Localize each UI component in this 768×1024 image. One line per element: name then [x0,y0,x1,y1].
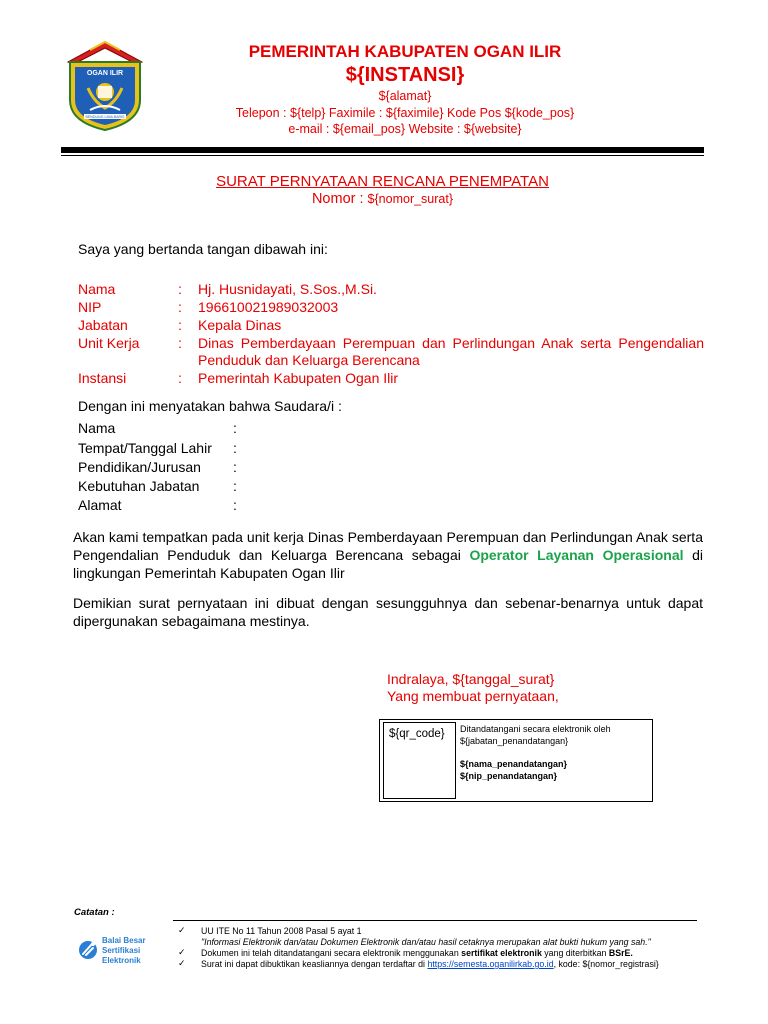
logo-text: OGAN ILIR [86,70,124,77]
logo-motto: BENDUNG LIMA BARIS [85,115,125,120]
signer-label: NIP [78,299,102,315]
bsre-line-1: Balai Besar [102,936,146,945]
footer-verification-text: Surat ini dapat dibuktikan keasliannya dengan terdaftar di [201,959,428,969]
contact-phone-line: Telepon : ${telp} Faximile : ${faximile} Kode Pos ${kode_pos} [235,106,575,120]
bsre-logo [78,934,178,968]
intro-text: Saya yang bertanda tangan dibawah ini: [78,241,328,257]
government-name: PEMERINTAH KABUPATEN OGAN ILIR [248,42,562,61]
qr-code-placeholder: ${qr_code} [389,728,445,740]
bsre-line-2: Sertifikasi [102,946,141,955]
statement-text: Dengan ini menyatakan bahwa Saudara/i : [78,398,342,414]
placement-paragraph [73,528,703,582]
signer-value: Hj. Husnidayati, S.Sos.,M.Si. [198,281,377,297]
footer-law-reference: UU ITE No 11 Tahun 2008 Pasal 5 ayat 1 [201,926,362,936]
signer-colon: : [178,281,182,297]
document-number-label: Nomor : [311,191,368,207]
footer-divider [173,920,697,921]
ogan-ilir-emblem-logo [60,40,150,132]
signer-caption: Yang membuat pernyataan, [387,688,559,704]
header-divider-thick [61,147,704,153]
document-number-value: ${nomor_surat} [367,192,454,206]
footer-verification-code: , kode: ${nomor_registrasi} [553,959,659,969]
contact-email-line: e-mail : ${email_pos} Website : ${website} [288,122,522,136]
signer-label: Instansi [78,370,127,386]
subject-label: Pendidikan/Jurusan [78,459,201,475]
document-title: SURAT PERNYATAAN RENCANA PENEMPATAN [216,173,549,190]
subject-label: Nama [78,420,116,436]
subject-label: Alamat [78,497,122,513]
signer-position: ${jabatan_penandatangan} [460,736,569,746]
signer-label: Jabatan [78,317,128,333]
header-divider-thin [61,155,704,156]
subject-colon: : [233,440,237,456]
placement-text-end: di lingkungan Pemerintah Kabupaten Ogan Ilir [73,547,703,581]
subject-colon: : [233,459,237,475]
footer-certificate-text: Dokumen ini telah ditandatangani secara elektronik menggunakan [201,948,462,958]
footer-verification-note [201,959,659,969]
subject-colon: : [233,478,237,494]
place-date: Indralaya, ${tanggal_surat} [387,671,555,687]
signer-colon: : [178,317,182,333]
closing-paragraph: Demikian surat pernyataan ini dibuat dengan sesungguhnya dan sebenar-benarnya untuk dapat dipergunakan sebagaimana mestinya. [73,595,703,629]
signer-value: 196610021989032003 [198,299,339,315]
subject-label: Kebutuhan Jabatan [78,478,200,494]
position-highlight: Operator Layanan Operasional [469,547,684,563]
check-icon: ✓ [178,958,186,968]
agency-name: ${INSTANSI} [345,64,465,86]
footer-certificate-bold: sertifikat elektronik [461,948,542,958]
signer-colon: : [178,299,182,315]
signer-value: Dinas Pemberdayaan Perempuan dan Perlindungan Anak serta Pengendalian Penduduk dan Keluarga Berencana [198,335,704,368]
signer-name: ${nama_penandatangan} [460,759,568,769]
subject-colon: : [233,497,237,513]
footer-certificate-note [201,948,633,958]
signed-by-text: Ditandatangani secara elektronik oleh [460,724,611,734]
signer-value: Pemerintah Kabupaten Ogan Ilir [198,370,399,386]
placement-text-start: Akan kami tempatkan pada unit kerja Dinas Pemberdayaan Perempuan dan Perlindungan Anak serta Pengendalian Penduduk dan Keluarga Berencana sebagai [73,529,703,563]
signer-label: Unit Kerja [78,335,140,351]
agency-address: ${alamat} [378,89,432,103]
signer-colon: : [178,335,182,351]
signer-nip: ${nip_penandatangan} [460,771,558,781]
subject-colon: : [233,420,237,436]
footer-law-quote: "Informasi Elektronik dan/atau Dokumen Elektronik dan/atau hasil cetaknya merupakan alat bukti hukum yang sah." [201,937,651,947]
footer-certificate-mid: yang diterbitkan [541,948,609,958]
signer-value: Kepala Dinas [198,317,282,333]
signer-label: Nama [78,281,116,297]
document-number [61,191,704,207]
check-icon: ✓ [178,925,186,935]
footer-bsre-bold: BSrE. [608,948,633,958]
bsre-line-3: Elektronik [102,956,141,965]
signer-colon: : [178,370,182,386]
note-label: Catatan : [74,907,115,918]
verification-link[interactable]: https://semesta.oganilirkab.go.id [427,959,554,969]
subject-label: Tempat/Tanggal Lahir [78,440,212,456]
check-icon: ✓ [178,947,186,957]
